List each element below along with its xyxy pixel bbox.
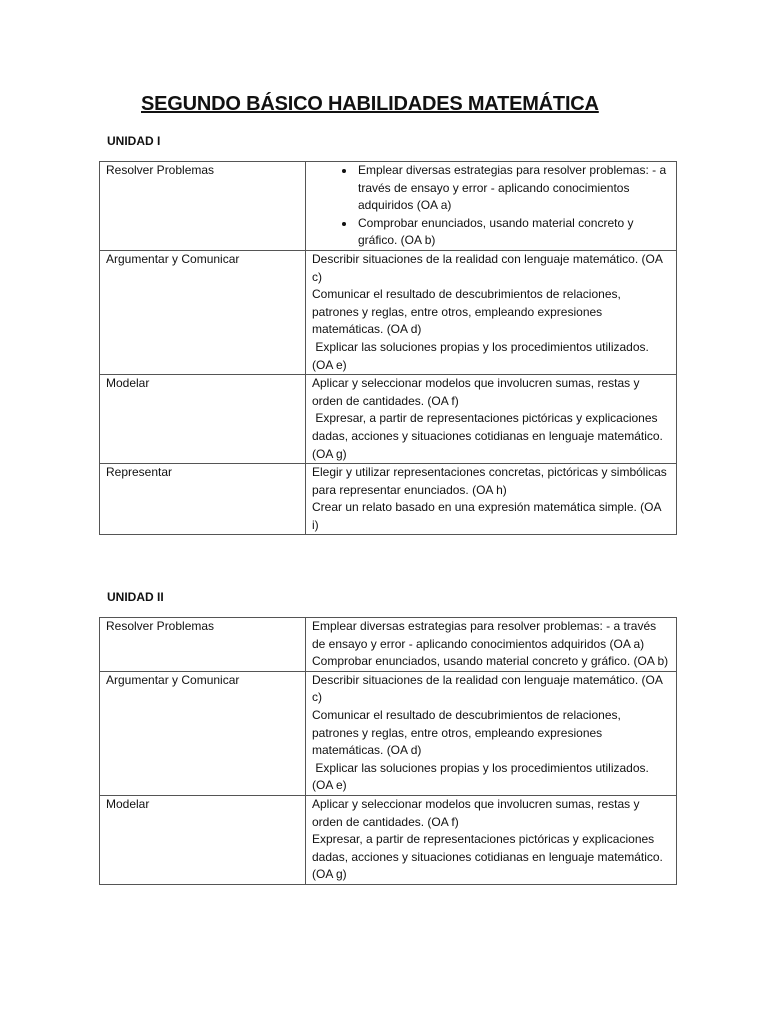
bullet-item: • Comprobar enunciados, usando material concreto y gráfico. (OA b) <box>356 215 670 250</box>
skill-name-cell: Resolver Problemas <box>100 162 306 251</box>
skill-name-cell: Argumentar y Comunicar <box>100 671 306 795</box>
skill-description-cell <box>306 618 677 672</box>
description-line: Elegir y utilizar representaciones concretas, pictóricas y simbólicas para representar enunciados. (OA h) <box>312 465 671 497</box>
table-body <box>100 618 677 885</box>
description-line: Comunicar el resultado de descubrimientos de relaciones, patrones y reglas, entre otros, empleando expresiones matemáticas. (OA d) <box>312 707 625 758</box>
skill-name-cell: Modelar <box>100 795 306 884</box>
description-line: Comunicar el resultado de descubrimientos de relaciones, patrones y reglas, entre otros, empleando expresiones matemáticas. (OA d) <box>312 287 625 337</box>
table-row <box>100 618 677 672</box>
description-line: Describir situaciones de la realidad con lenguaje matemático. (OA c) <box>312 251 666 284</box>
table-row <box>100 671 677 795</box>
table-row <box>100 375 677 464</box>
skill-description-cell <box>306 795 677 884</box>
description-line: Expresar, a partir de representaciones pictóricas y explicaciones dadas, acciones y situaciones cotidianas en lenguaje matemático. (OA g) <box>312 411 667 461</box>
skills-table-unit-1 <box>99 161 677 535</box>
description-line: Describir situaciones de la realidad con lenguaje matemático. (OA c) <box>312 672 666 705</box>
table-row <box>100 795 677 884</box>
table-row <box>100 464 677 535</box>
skill-description-cell <box>306 671 677 795</box>
skills-table-unit-2 <box>99 617 677 885</box>
page-title: SEGUNDO BÁSICO HABILIDADES MATEMÁTICA <box>141 93 599 115</box>
bullet-list <box>312 162 670 250</box>
description-line: Aplicar y seleccionar modelos que involucren sumas, restas y orden de cantidades. (OA f) <box>312 796 643 829</box>
description-line: Aplicar y seleccionar modelos que involucren sumas, restas y orden de cantidades. (OA f) <box>312 376 643 408</box>
description-line: Crear un relato basado en una expresión matemática simple. (OA i) <box>312 500 665 532</box>
description-line: Explicar las soluciones propias y los procedimientos utilizados. (OA e) <box>312 760 653 793</box>
bullet-item: • Emplear diversas estrategias para resolver problemas: - a través de ensayo y error - aplicando conocimientos adquiridos (OA a) <box>356 162 670 215</box>
description-line: Explicar las soluciones propias y los procedimientos utilizados. (OA e) <box>312 339 653 372</box>
skill-name-cell: Modelar <box>100 375 306 464</box>
skill-name-cell: Resolver Problemas <box>100 618 306 672</box>
skill-description-cell <box>306 375 677 464</box>
skill-description-cell <box>306 250 677 374</box>
description-line: Emplear diversas estrategias para resolver problemas: - a través de ensayo y error - aplicando conocimientos adquiridos (OA a) <box>312 619 660 651</box>
table-row <box>100 250 677 374</box>
skill-name-cell: Argumentar y Comunicar <box>100 250 306 374</box>
skill-description-cell <box>306 464 677 535</box>
table-row <box>100 162 677 251</box>
description-line: Comprobar enunciados, usando material concreto y gráfico. (OA b) <box>312 654 669 669</box>
unit-heading-2: UNIDAD II <box>107 590 164 604</box>
skill-name-cell: Representar <box>100 464 306 535</box>
skill-description-cell <box>306 162 677 251</box>
unit-heading-1: UNIDAD I <box>107 134 161 148</box>
table-body <box>100 162 677 535</box>
description-line: Expresar, a partir de representaciones pictóricas y explicaciones dadas, acciones y situaciones cotidianas en lenguaje matemático. (OA g) <box>312 832 667 882</box>
